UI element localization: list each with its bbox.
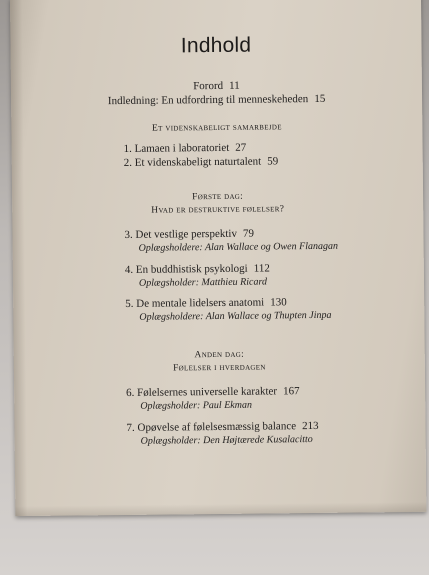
chapter-presenters: Oplægsholder: Den Højtærede Kusalacitto (140, 434, 313, 447)
toc-entry-introduction (11, 92, 422, 108)
chapter-presenters: Oplægsholder: Matthieu Ricard (138, 276, 268, 289)
entry-label: 6. Følelsernes universelle karakter (126, 385, 278, 399)
entry-label: 7. Opøvelse af følelsesmæssig balance (126, 420, 297, 434)
entry-page-number: 130 (270, 296, 287, 309)
entry-page-number: 59 (267, 155, 279, 168)
entry-page-number: 167 (282, 385, 300, 398)
toc-chapter-5 (125, 296, 287, 310)
toc-chapter-6 (126, 385, 300, 399)
toc-chapter-4 (125, 262, 270, 276)
entry-label: 1. Lamaen i laboratoriet (123, 141, 230, 155)
toc-chapter-3 (124, 228, 254, 241)
section-heading-subtitle: Følelser i hverdagen (173, 362, 266, 374)
entry-page-number: 11 (229, 79, 240, 92)
entry-page-number: 79 (242, 227, 254, 240)
chapter-presenters: Oplægsholdere: Alan Wallace og Thupten Jinpa (139, 309, 332, 323)
entry-page-number: 27 (235, 141, 247, 154)
entry-label: 5. De mentale lidelsers anatomi (125, 296, 265, 310)
entry-page-number: 112 (253, 262, 270, 275)
entry-page-number: 213 (301, 419, 319, 433)
toc-chapter-1 (124, 142, 247, 155)
entry-label: Forord (193, 79, 224, 93)
entry-label: 3. Det vestlige perspektiv (124, 227, 237, 241)
chapter-presenters: Oplægsholder: Paul Ekman (140, 399, 253, 412)
chapter-presenters: Oplægsholdere: Alan Wallace og Owen Flanagan (138, 240, 339, 254)
page-title: Indhold (180, 33, 252, 58)
section-heading: Første dag: (192, 191, 244, 203)
entry-label: 2. Et videnskabeligt naturtalent (123, 155, 262, 169)
toc-chapter-7 (126, 420, 318, 434)
entry-page-number: 15 (314, 92, 326, 105)
entry-label: Indledning: En udfordring til menneskeheden (107, 93, 309, 108)
book-page (10, 0, 426, 516)
section-heading: Et videnskabeligt samarbejde (151, 122, 282, 134)
entry-label: 4. En buddhistisk psykologi (124, 262, 248, 276)
section-heading: Anden dag: (194, 349, 245, 361)
section-heading-subtitle: Hvad er destruktive følelser? (151, 204, 285, 216)
toc-chapter-2 (124, 155, 279, 169)
